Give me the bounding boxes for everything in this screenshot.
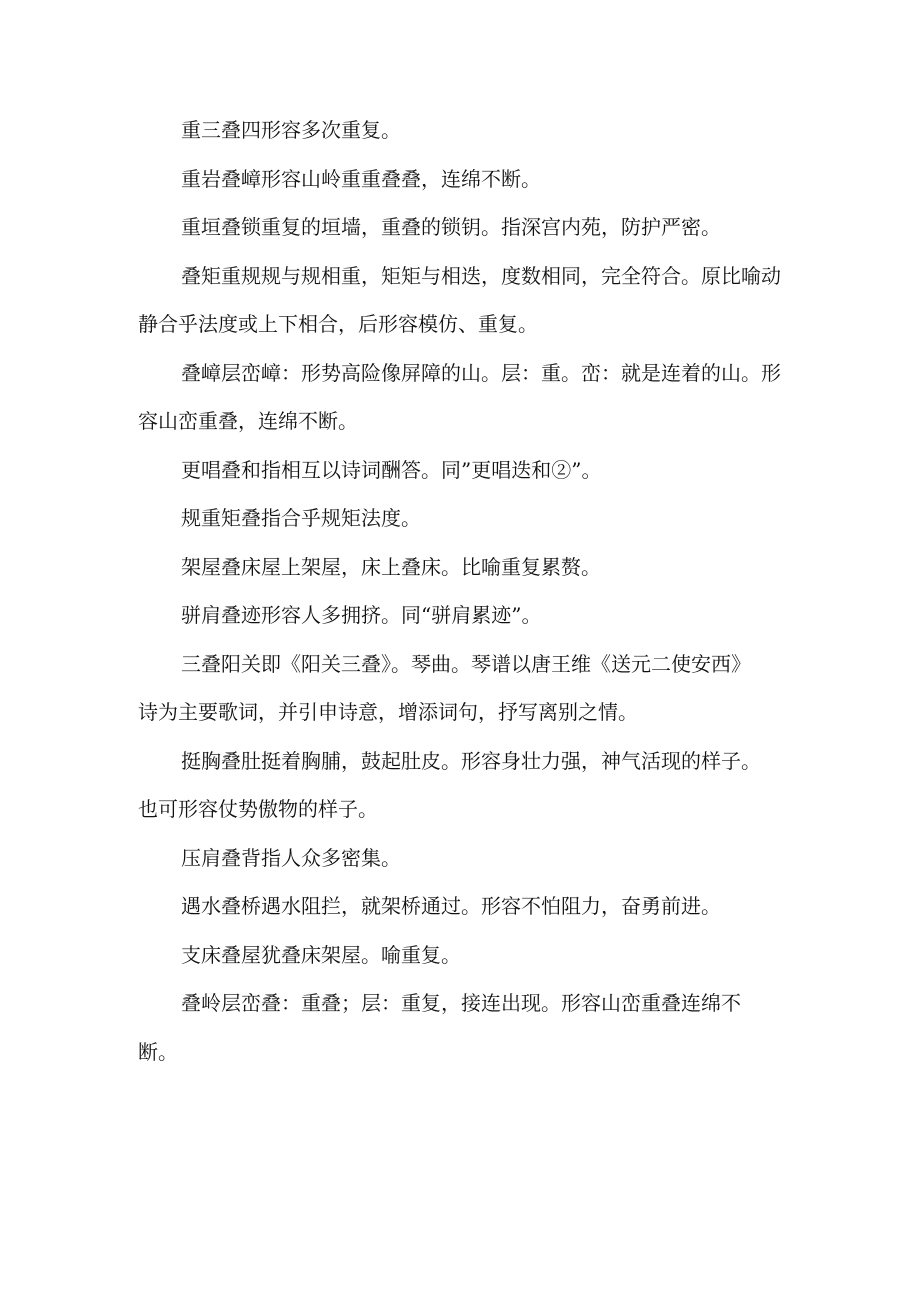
document-body xyxy=(138,106,788,1076)
paragraph-3 xyxy=(138,203,788,252)
text-line: 压肩叠背指人众多密集。 xyxy=(181,845,401,870)
paragraph-11 xyxy=(138,737,788,834)
paragraph-6 xyxy=(138,446,788,495)
paragraph-12 xyxy=(138,834,788,883)
text-line: 重垣叠锁重复的垣墙，重叠的锁钥。指深宫内苑，防护严密。 xyxy=(181,215,721,239)
paragraph-13 xyxy=(138,882,788,931)
text-line: 更唱叠和指相互以诗词酬答。同”更唱迭和②”。 xyxy=(181,457,602,482)
paragraph-1 xyxy=(138,106,788,155)
text-line: 叠矩重规规与规相重，矩矩与相迭，度数相同，完全符合。原比喻动 xyxy=(181,263,781,288)
paragraph-8 xyxy=(138,543,788,592)
text-line: 骈肩叠迹形容人多拥挤。同“骈肩累迹”。 xyxy=(181,603,542,627)
text-line: 挺胸叠肚挺着胸脯，鼓起肚皮。形容身壮力强，神气活现的样子。 xyxy=(181,748,761,773)
text-line: 三叠阳关即《阳关三叠》。琴曲。琴谱以唐王维《送元二使安西》 xyxy=(181,651,751,676)
paragraph-9 xyxy=(138,591,788,640)
text-line: 叠岭层峦叠：重叠；层：重复，接连出现。形容山峦重叠连绵不 xyxy=(181,991,741,1015)
text-line: 支床叠屋犹叠床架屋。喻重复。 xyxy=(181,942,461,967)
text-line: 也可形容仗势傲物的样子。 xyxy=(138,797,378,821)
paragraph-14 xyxy=(138,931,788,980)
paragraph-4 xyxy=(138,252,788,349)
text-line: 静合乎法度或上下相合，后形容模仿、重复。 xyxy=(138,312,538,336)
text-line: 重三叠四形容多次重复。 xyxy=(181,118,401,142)
text-line: 重岩叠嶂形容山岭重重叠叠，连绵不断。 xyxy=(181,166,541,191)
text-line: 诗为主要歌词，并引申诗意，增添词句，抒写离别之情。 xyxy=(138,700,638,724)
paragraph-2 xyxy=(138,155,788,204)
paragraph-15 xyxy=(138,979,788,1076)
text-line: 架屋叠床屋上架屋，床上叠床。比喻重复累赘。 xyxy=(181,554,601,579)
paragraph-5 xyxy=(138,349,788,446)
text-line: 规重矩叠指合乎规矩法度。 xyxy=(181,506,421,530)
text-line: 叠嶂层峦嶂：形势高险像屏障的山。层：重。峦：就是连着的山。形 xyxy=(181,360,781,385)
paragraph-7 xyxy=(138,494,788,543)
text-line: 断。 xyxy=(138,1039,178,1064)
text-line: 遇水叠桥遇水阻拦，就架桥通过。形容不怕阻力，奋勇前进。 xyxy=(181,894,721,918)
paragraph-10 xyxy=(138,640,788,737)
text-line: 容山峦重叠，连绵不断。 xyxy=(138,409,358,433)
